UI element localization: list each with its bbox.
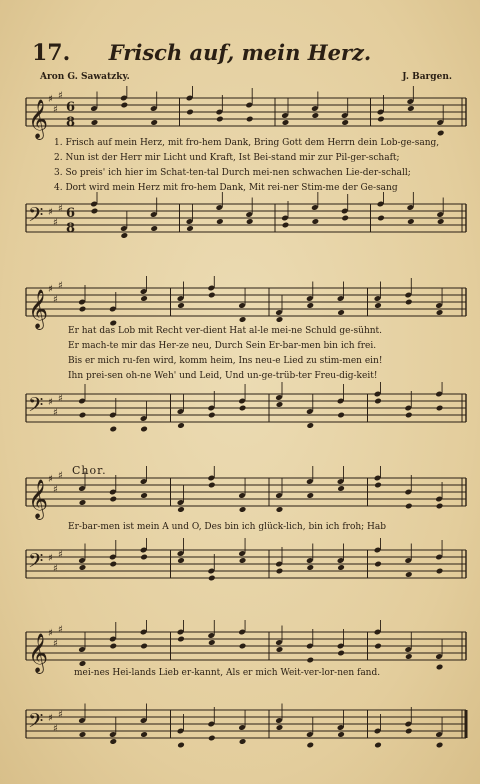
note-head bbox=[239, 405, 247, 412]
note-head bbox=[405, 571, 413, 578]
note-head bbox=[312, 112, 320, 119]
lyric-line: 1. Frisch auf mein Herz, mit fro-hem Dank, Bring Gott dem Herrn dein Lob-ge-sang, bbox=[54, 138, 440, 148]
note-head bbox=[337, 564, 345, 571]
note-head bbox=[306, 564, 314, 571]
note-head bbox=[341, 215, 349, 222]
note-head bbox=[306, 657, 314, 664]
note-head bbox=[79, 306, 87, 313]
note-head bbox=[239, 557, 247, 564]
lyric-line: Bis er mich ru-fen wird, komm heim, Ins neu-e Lied zu stim-men ein! bbox=[68, 356, 383, 366]
sharp-icon: ♯ bbox=[58, 470, 63, 482]
chorus-label: Chor. bbox=[72, 464, 107, 477]
sharp-icon: ♯ bbox=[58, 709, 63, 721]
sharp-icon: ♯ bbox=[58, 203, 63, 215]
sharp-icon: ♯ bbox=[53, 484, 58, 496]
verse-lines-2 bbox=[68, 324, 382, 384]
bass-staff-3 bbox=[0, 538, 480, 598]
note-head bbox=[79, 564, 87, 571]
sharp-icon: ♯ bbox=[58, 393, 63, 405]
note-head bbox=[208, 292, 216, 299]
note-head bbox=[150, 225, 158, 232]
note-head bbox=[276, 506, 284, 513]
hymn-title: Frisch auf, mein Herz. bbox=[108, 40, 372, 65]
sharp-icon: ♯ bbox=[48, 94, 53, 105]
note-head bbox=[186, 225, 194, 232]
note-head bbox=[377, 116, 385, 123]
bass-clef-icon: 𝄢 bbox=[28, 393, 44, 421]
sharp-icon: ♯ bbox=[58, 280, 63, 292]
note-head bbox=[150, 119, 158, 126]
note-head bbox=[208, 482, 216, 489]
note-head bbox=[109, 496, 117, 503]
sharp-icon: ♯ bbox=[48, 474, 53, 485]
note-head bbox=[216, 116, 224, 123]
note-head bbox=[177, 302, 185, 309]
note-head bbox=[436, 568, 444, 575]
note-head bbox=[208, 575, 216, 582]
note-head bbox=[337, 485, 345, 492]
note-head bbox=[216, 218, 224, 225]
note-head bbox=[341, 119, 349, 126]
hymn-number: 17. bbox=[32, 40, 71, 66]
note-head bbox=[405, 503, 413, 510]
lyric-line: Ihn prei-sen oh-ne Weh' und Leid, Und un-ge-trüb-ter Freu-dig-keit! bbox=[68, 371, 378, 381]
note-head bbox=[405, 653, 413, 660]
sharp-icon: ♯ bbox=[53, 294, 58, 306]
lyric-line: 3. So preis' ich hier im Schat-ten-tal Durch mei-nen schwachen Lie-der-schall; bbox=[54, 168, 411, 178]
sharp-icon: ♯ bbox=[48, 713, 53, 724]
note-head bbox=[436, 405, 444, 412]
sharp-icon: ♯ bbox=[48, 553, 53, 564]
composer-credit: Aron G. Sawatzky. bbox=[40, 72, 130, 82]
time-signature: 8 bbox=[66, 221, 76, 236]
note-head bbox=[276, 401, 284, 408]
note-head bbox=[109, 561, 117, 568]
note-head bbox=[177, 636, 185, 643]
note-head bbox=[91, 208, 99, 215]
note-head bbox=[374, 398, 382, 405]
lyric-line: Er hat das Lob mit Recht ver-dient Hat al-le mei-ne Schuld ge-sühnt. bbox=[68, 326, 383, 336]
note-head bbox=[276, 724, 284, 731]
treble-staff-3 bbox=[0, 466, 480, 526]
sharp-icon: ♯ bbox=[48, 284, 53, 295]
note-head bbox=[140, 426, 148, 433]
note-head bbox=[374, 482, 382, 489]
note-head bbox=[312, 218, 320, 225]
note-head bbox=[239, 738, 247, 745]
note-head bbox=[276, 646, 284, 653]
note-head bbox=[306, 492, 314, 499]
note-head bbox=[79, 660, 87, 667]
time-signature: 6 bbox=[66, 206, 76, 221]
lyric-line: mei-nes Hei-lands Lieb er-kannt, Als er mich Weit-ver-lor-nen fand. bbox=[74, 668, 381, 678]
note-head bbox=[79, 412, 87, 419]
note-head bbox=[140, 554, 148, 561]
lyric-line: Er-bar-men ist mein A und O, Des bin ich glück-lich, bin ich froh; Hab bbox=[68, 522, 387, 532]
sharp-icon: ♯ bbox=[58, 624, 63, 636]
note-head bbox=[121, 102, 129, 109]
note-head bbox=[177, 742, 185, 749]
note-head bbox=[208, 735, 216, 742]
sharp-icon: ♯ bbox=[48, 397, 53, 408]
note-head bbox=[374, 643, 382, 650]
bass-staff-1 bbox=[0, 192, 480, 252]
note-head bbox=[374, 742, 382, 749]
note-head bbox=[177, 422, 185, 429]
note-head bbox=[306, 302, 314, 309]
sharp-icon: ♯ bbox=[48, 628, 53, 639]
note-head bbox=[436, 664, 444, 671]
note-head bbox=[437, 218, 445, 225]
treble-clef-icon: 𝄞 bbox=[28, 479, 49, 519]
note-head bbox=[186, 109, 194, 116]
note-head bbox=[407, 105, 415, 112]
note-head bbox=[407, 218, 415, 225]
note-head bbox=[282, 222, 290, 229]
sharp-icon: ♯ bbox=[58, 549, 63, 561]
treble-clef-icon: 𝄞 bbox=[28, 99, 49, 139]
sharp-icon: ♯ bbox=[48, 207, 53, 218]
note-head bbox=[337, 731, 345, 738]
bass-staff-4 bbox=[0, 698, 480, 758]
sharp-icon: ♯ bbox=[53, 638, 58, 650]
chorus-line-1 bbox=[68, 522, 386, 532]
sharp-icon: ♯ bbox=[58, 90, 63, 102]
author-credit: J. Bargen. bbox=[402, 72, 452, 82]
note-head bbox=[246, 218, 254, 225]
note-head bbox=[140, 492, 148, 499]
note-head bbox=[109, 738, 117, 745]
treble-clef-icon: 𝄞 bbox=[28, 289, 49, 329]
time-signature: 6 bbox=[66, 100, 76, 115]
lyric-line: 4. Dort wird mein Herz mit fro-hem Dank, Mit rei-ner Stim-me der Ge-sang bbox=[54, 183, 398, 193]
bass-clef-icon: 𝄢 bbox=[28, 549, 44, 577]
lyric-line: Er mach-te mir das Her-ze neu, Durch Sein Er-bar-men bin ich frei. bbox=[68, 341, 377, 351]
sharp-icon: ♯ bbox=[53, 104, 58, 116]
note-head bbox=[208, 639, 216, 646]
note-head bbox=[177, 557, 185, 564]
verse-lines-1 bbox=[54, 136, 439, 196]
note-head bbox=[79, 499, 87, 506]
sharp-icon: ♯ bbox=[53, 407, 58, 419]
note-head bbox=[337, 412, 345, 419]
sharp-icon: ♯ bbox=[53, 563, 58, 575]
sharp-icon: ♯ bbox=[53, 723, 58, 735]
sharp-icon: ♯ bbox=[53, 217, 58, 229]
note-head bbox=[405, 728, 413, 735]
note-head bbox=[276, 316, 284, 323]
chorus-line-2 bbox=[74, 668, 380, 678]
note-head bbox=[121, 232, 129, 239]
note-head bbox=[436, 309, 444, 316]
note-head bbox=[374, 302, 382, 309]
note-head bbox=[276, 568, 284, 575]
note-head bbox=[140, 295, 148, 302]
note-head bbox=[79, 731, 87, 738]
note-head bbox=[91, 119, 99, 126]
note-head bbox=[374, 561, 382, 568]
time-signature: 8 bbox=[66, 115, 76, 130]
note-head bbox=[337, 309, 345, 316]
note-head bbox=[109, 426, 117, 433]
note-head bbox=[337, 650, 345, 657]
note-head bbox=[246, 116, 254, 123]
note-head bbox=[140, 643, 148, 650]
note-head bbox=[436, 742, 444, 749]
note-head bbox=[405, 412, 413, 419]
note-head bbox=[109, 643, 117, 650]
note-head bbox=[306, 422, 314, 429]
bass-staff-2 bbox=[0, 382, 480, 442]
note-head bbox=[282, 119, 290, 126]
note-head bbox=[306, 742, 314, 749]
note-head bbox=[208, 412, 216, 419]
note-head bbox=[239, 643, 247, 650]
bass-clef-icon: 𝄢 bbox=[28, 709, 44, 737]
note-head bbox=[177, 506, 185, 513]
note-head bbox=[140, 731, 148, 738]
note-head bbox=[405, 299, 413, 306]
note-head bbox=[377, 215, 385, 222]
note-head bbox=[239, 316, 247, 323]
note-head bbox=[436, 503, 444, 510]
lyric-line: 2. Nun ist der Herr mir Licht und Kraft, Ist Bei-stand mir zur Pil-ger-schaft; bbox=[54, 153, 400, 163]
bass-clef-icon: 𝄢 bbox=[28, 203, 44, 231]
note-head bbox=[239, 506, 247, 513]
treble-clef-icon: 𝄞 bbox=[28, 633, 49, 673]
